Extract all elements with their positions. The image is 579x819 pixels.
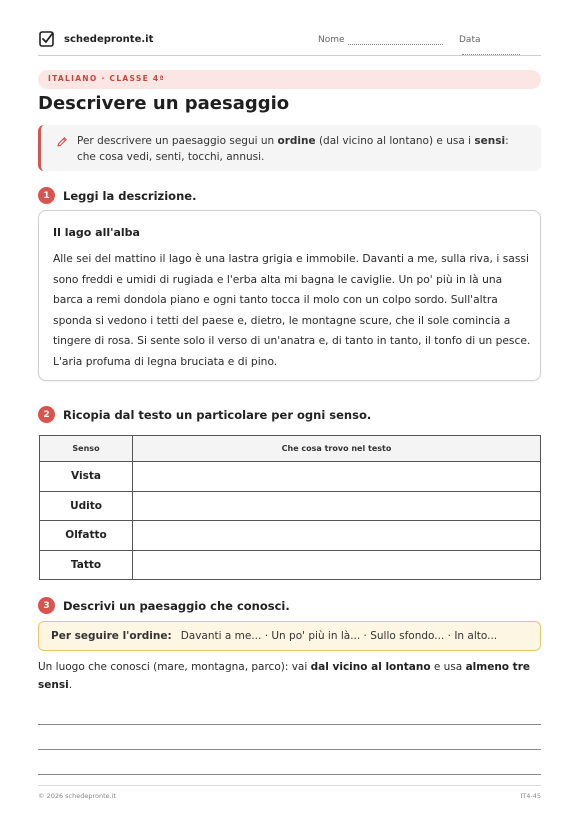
pencil-icon	[56, 136, 68, 148]
table-row	[40, 521, 541, 551]
subject-label: ITALIANO · CLASSE 4ª	[48, 74, 165, 83]
reading-text: Alle sei del mattino il lago è una lastra grigia e immobile. Davanti a me, sulla riva, i sassi sono freddi e umidi di rugiada e l'erba alta mi bagna le caviglie. Un po' più in là una barca a remi dondola piano e ogni tanto tocca il molo con un colpo sordo. Sull'altra sponda si vedono i tetti del paese e, dietro, le montagne scure, che il sole comincia a tingere di rosa. Si sente solo il verso di un'anatra e, di tanto in tanto, il tonfo di un pesce. L'aria profuma di legna bruciata e di pino.	[53, 252, 531, 368]
sense-label: Udito	[40, 491, 133, 521]
answer-cell[interactable]	[133, 550, 541, 580]
table-header-row	[40, 436, 541, 462]
intro-box	[38, 125, 541, 171]
reading-title: Il lago all'alba	[53, 226, 140, 239]
footer-code: IT4-45	[520, 792, 541, 800]
answer-cell[interactable]	[133, 462, 541, 492]
table-header: Senso	[40, 436, 133, 462]
name-label: Nome	[318, 35, 345, 45]
sense-label: Tatto	[40, 550, 133, 580]
writing-line[interactable]	[38, 749, 541, 750]
tip-text: Davanti a me... · Un po' più in là... · Sullo sfondo... · In alto...	[180, 630, 498, 642]
page-title: Descrivere un paesaggio	[38, 93, 290, 114]
sense-label: Vista	[40, 462, 133, 492]
date-label: Data	[459, 35, 481, 45]
section-number: 1	[38, 187, 55, 204]
footer-copyright: © 2026 schedepronte.it	[38, 792, 117, 800]
name-line[interactable]	[348, 44, 443, 45]
instruction-text: Un luogo che conosci (mare, montagna, parco): vai dal vicino al lontano e usa almeno tre sensi.	[38, 661, 530, 691]
writing-line[interactable]	[38, 724, 541, 725]
page-footer	[38, 785, 541, 800]
section-title: Ricopia dal testo un particolare per ogni senso.	[63, 407, 372, 422]
intro-text: Per descrivere un paesaggio segui un ordine (dal vicino al lontano) e usa i sensi: che cosa vedi, senti, tocchi, annusi.	[77, 135, 509, 163]
answer-cell[interactable]	[133, 491, 541, 521]
checklist-logo-icon	[38, 30, 56, 48]
section-title: Leggi la descrizione.	[63, 188, 197, 203]
senses-table	[39, 435, 541, 580]
section-2-heading	[38, 406, 371, 423]
section-1-heading	[38, 187, 196, 204]
date-field[interactable]	[459, 35, 541, 55]
tip-box	[38, 621, 541, 651]
section-number: 3	[38, 597, 55, 614]
table-row	[40, 550, 541, 580]
answer-cell[interactable]	[133, 521, 541, 551]
table-row	[40, 491, 541, 521]
brand	[38, 30, 153, 48]
sense-label: Olfatto	[40, 521, 133, 551]
section-3-heading	[38, 597, 290, 614]
date-line[interactable]	[462, 54, 520, 55]
brand-name: schedepronte.it	[64, 33, 154, 45]
section-number: 2	[38, 406, 55, 423]
name-field[interactable]	[318, 35, 443, 45]
section-title: Descrivi un paesaggio che conosci.	[63, 598, 290, 613]
table-header: Che cosa trovo nel testo	[133, 436, 541, 462]
writing-line[interactable]	[38, 774, 541, 775]
table-row	[40, 462, 541, 492]
page-header	[38, 28, 541, 56]
reading-box	[38, 210, 541, 381]
subject-bar	[38, 70, 541, 89]
tip-label: Per seguire l'ordine:	[51, 630, 172, 642]
